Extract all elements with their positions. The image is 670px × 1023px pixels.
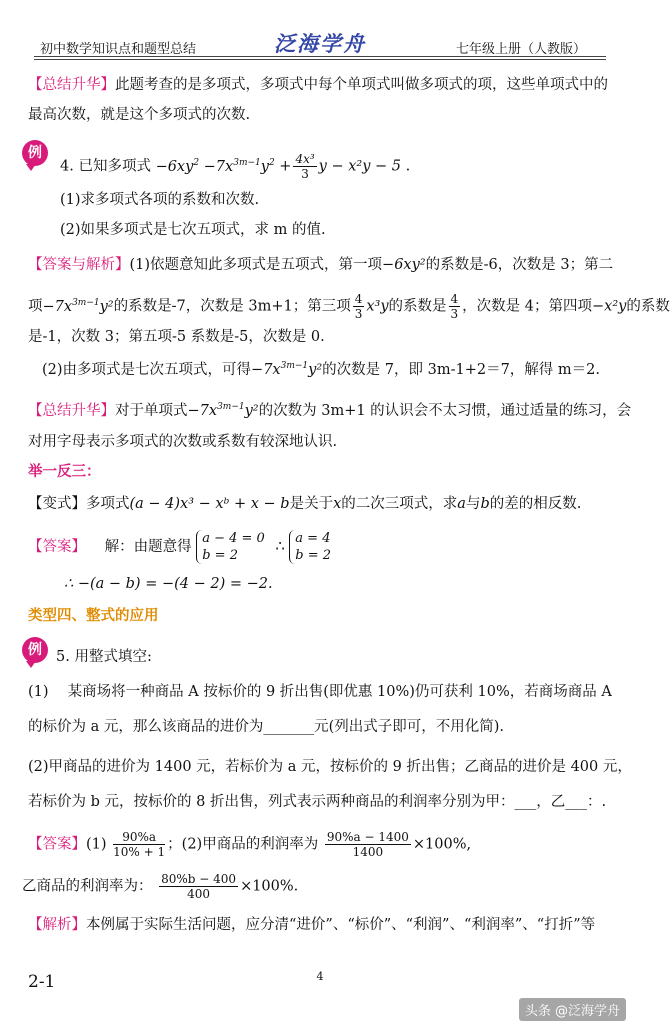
- term-2-y: y: [260, 158, 269, 175]
- answer-4-line4-b: 的次数是 7，即 3m-1+2＝7，解得 m＝2.: [322, 361, 600, 378]
- variant-answer-line-1: [28, 530, 331, 564]
- analysis-line: [28, 918, 595, 933]
- variant-a: 多项式: [86, 496, 130, 512]
- sys2-eq-b: b = 2: [295, 548, 332, 563]
- header-brand: 泛海学舟: [274, 31, 366, 56]
- page-number: 4: [316, 970, 324, 983]
- term-1-exp: 2: [193, 157, 200, 168]
- question-5-part-2-b: 若标价为 b 元，按标价的 8 折出售，列式表示两种商品的利润率分别为甲：___，乙___：.: [28, 794, 607, 810]
- therefore-symbol: ∴: [275, 539, 285, 555]
- juyi-heading: 举一反三：: [28, 463, 101, 480]
- analysis-tag: 【解析】: [28, 917, 86, 933]
- sys1-eq-a: a − 4 = 0: [202, 531, 265, 546]
- term-2: −7x: [203, 158, 234, 175]
- frac-den: 3: [354, 307, 363, 321]
- variant-b: 是关于: [289, 496, 334, 512]
- answer-5-a: (1): [86, 836, 107, 853]
- summary-1-text-a: 此题考查的是多项式，多项式中每个单项式叫做多项式的项，这些单项式中的: [115, 77, 608, 93]
- fraction-c: [159, 872, 238, 901]
- fc-num: 80%b − 400: [161, 872, 237, 886]
- question-5-part-1-a: (1) 某商场将一种商品 A 按标价的 9 折出售(即优惠 10%)仍可获利 10%，若商场商品 A: [28, 684, 612, 700]
- summary-2-b: 的次数为 3m+1 的认识会不太习惯，通过适量的练习，会: [258, 402, 632, 419]
- answer-4-line2-a: 项: [28, 298, 43, 315]
- page-header: [14, 0, 626, 58]
- example-badge-icon: 例: [22, 140, 48, 166]
- answer-4-line-2: 项$-7x^{3m-1}y^2$的系数是-7，次数是 3m+1；第三项 $\frac{4}{3}$ x³y的系数是 $\frac{4}{3}$ ，次数是 4；第四项−x²y的系数: [28, 292, 670, 321]
- summary-2-line-2: 对用字母表示多项式的次数或系数有较深地认识.: [28, 434, 338, 450]
- question-5-part-2-a: (2)甲商品的进价为 1400 元，若标价为 a 元，按标价的 9 折出售；乙商品的进价是 400 元，: [28, 759, 632, 775]
- variant-line: [28, 497, 581, 512]
- term-1: −6xy: [155, 158, 194, 175]
- answer-solve-label: 解：由题意得: [104, 539, 192, 555]
- answer-4-line2-c: 的系数是: [388, 298, 447, 315]
- question-4: 4. 已知多项式 $-6xy^2 -7x^{3m-1}y^2$ + $\frac{\text{4x³}}{3}$ y − x²y − 5 .: [60, 152, 411, 181]
- summary-1-line-2: 最高次数，就是这个多项式的次数.: [28, 107, 251, 123]
- answer-analysis-tag: 【答案与解析】: [28, 257, 130, 273]
- fa-den: 10% + 1: [113, 845, 166, 859]
- term-2-exp2: 2: [268, 157, 275, 168]
- question-5: 5. 用整式填空:: [56, 649, 152, 665]
- watermark: 头条 @泛海学舟: [519, 998, 626, 1021]
- analysis-text: 本例属于实际生活问题，应分清“进价”、“标价”、“利润”、“利润率”、“打折”等: [86, 917, 596, 933]
- header-left: 初中数学知识点和题型总结: [40, 42, 197, 57]
- answer-4-text-b: 的系数是-6，次数是 3；第二: [425, 257, 614, 273]
- question-4-label: 4. 已知多项式: [60, 158, 151, 175]
- variant-e: 的差的相反数.: [489, 496, 582, 512]
- answer-4-line-1: 【答案与解析】(1)依题意知此多项式是五项式，第一项−6xy²的系数是-6，次数是 3；第二: [28, 257, 614, 273]
- header-rule: [34, 56, 606, 57]
- answer-4-line-3: 是-1，次数 3；第五项-5 系数是-5，次数是 0.: [28, 329, 325, 345]
- answer-4-line2-b: 的系数是-7，次数是 3m+1；第三项: [113, 298, 351, 315]
- fa-num: 90%a: [113, 830, 165, 845]
- variant-tag: 【变式】: [28, 496, 86, 512]
- variant-answer-line-2: ∴ −(a − b) = −(4 − 2) = −2.: [64, 576, 273, 592]
- term-2-exp: 3m−1: [233, 157, 261, 168]
- variant-va: a: [457, 496, 466, 512]
- variant-d: 与: [465, 496, 481, 512]
- fraction-a: [113, 830, 165, 859]
- section-type-4: 类型四、整式的应用: [28, 607, 159, 624]
- answer-5-b: ；(2)甲商品的利润率为: [167, 836, 319, 853]
- answer-5-line-1: [28, 830, 471, 859]
- answer-4-line2-d: ，次数是 4；第四项: [462, 298, 593, 315]
- question-5-part-1-b: 的标价为 a 元，那么该商品的进价为_______元(列出式子即可，不用化简).: [28, 719, 505, 735]
- variant-expression: (a − 4)x³ − xᵇ + x − b: [129, 496, 290, 512]
- answer-5-line-2: [22, 872, 298, 901]
- system-equations-2: [289, 530, 331, 564]
- frac-num: 4: [354, 292, 363, 306]
- question-4-part-1: (1)求多项式各项的系数和次数.: [60, 192, 260, 208]
- answer-4-line-4: (2)由多项式是七次五项式，可得$-7x^{3m-1}y^2$的次数是 7，即 3m-1+2＝7，解得 m＝2.: [42, 361, 600, 378]
- fraction-4x3-over-3: $\frac{\text{4x³}}{3}$: [295, 152, 315, 181]
- variant-c: 的二次三项式，求: [341, 496, 458, 512]
- fraction-b: [325, 830, 411, 859]
- summary-2-line-1: 【总结升华】对于单项式$-7x^{3m-1}y^2$的次数为 3m+1 的认识会不太习惯，通过适量的练习，会: [28, 402, 632, 419]
- summary-1-line-1: [28, 78, 608, 93]
- fraction-4-3-a: [353, 292, 365, 321]
- answer-tag-2: 【答案】: [28, 836, 86, 853]
- answer-4-line4-a: (2)由多项式是七次五项式，可得: [42, 361, 252, 378]
- summary-2-a: 对于单项式: [115, 402, 188, 419]
- fb-den: 1400: [352, 845, 384, 859]
- sys2-eq-a: a = 4: [295, 531, 331, 546]
- header-right: 七年级上册（人教版）: [455, 42, 586, 57]
- fb-num: 90%a − 1400: [326, 830, 409, 844]
- variant-vb: b: [480, 496, 490, 512]
- answer-4-line2-e: 的系数: [626, 298, 670, 315]
- example-badge-icon-2: 例: [22, 637, 48, 663]
- header-rule-thin: [34, 59, 606, 60]
- summary-tag-2: 【总结升华】: [28, 402, 115, 419]
- fc-den: 400: [187, 887, 211, 901]
- fraction-4-3-b: $\frac{4}{3}$: [450, 292, 459, 321]
- sys1-eq-b: b = 2: [202, 548, 238, 563]
- summary-tag: 【总结升华】: [28, 77, 115, 93]
- variant-x: x: [333, 496, 342, 512]
- system-equations-1: [196, 530, 265, 564]
- answer-5-c: ×100%,: [412, 836, 472, 853]
- answer-5-e: ×100%.: [240, 878, 299, 895]
- footer-chapter: 2-1: [28, 972, 56, 992]
- question-4-part-2: (2)如果多项式是七次五项式，求 m 的值.: [60, 222, 326, 238]
- answer-4-text-a: (1)依题意知此多项式是五项式，第一项: [129, 257, 383, 273]
- answer-tag: 【答案】: [28, 539, 86, 555]
- answer-5-d: 乙商品的利润率为：: [22, 878, 153, 895]
